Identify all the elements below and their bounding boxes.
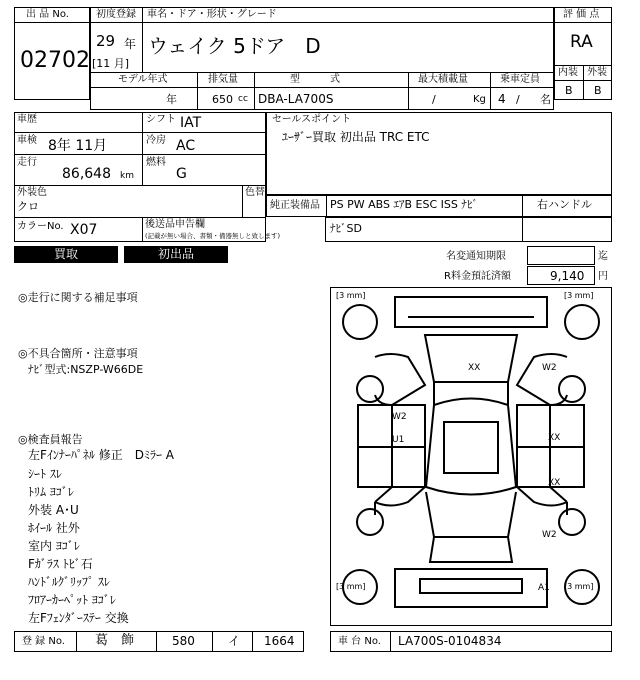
exterior-label: 外装 [587,67,607,78]
type-label: 型 式 [290,74,340,85]
mark-right-lower: XX [548,478,561,488]
tread-bottom-left: [3 mm] [336,582,366,591]
tread-top-right: [3 mm] [564,291,594,300]
name-label: 車名・ドア・形状・グレード [147,9,277,20]
mark-roof: XX [468,363,481,373]
lot-label: 出 品 No. [26,9,69,20]
car-name: ウェイク 5ドア D [148,34,321,58]
ext-color-label: 外装色 [17,187,47,198]
defect-notes-title: ◎不具合箇所・注意事項 [18,347,138,360]
cooler-label: 冷房 [146,135,166,146]
tag-first-listing: 初出品 [124,246,228,263]
inspector-line: ﾊﾝﾄﾞﾙｸﾞﾘｯﾌﾟ ｽﾚ [28,575,110,589]
sales-value: ﾕｰｻﾞｰ買取 初出品 TRC ETC [282,130,430,144]
docs-note: (記載が無い場合、書類・備器無しと致します) [145,232,281,240]
history-label: 車歴 [17,114,37,125]
model-year-unit: 年 [166,93,177,106]
docs-value: ﾅﾋﾞSD [330,222,362,235]
handle-value: 右ハンドル [537,198,592,211]
reg-kana: イ [228,634,241,648]
type-value: DBA-LA700S [258,92,334,106]
reg-number: 1664 [264,634,295,648]
mileage-label: 走行 [17,157,37,168]
max-load-sep: / [432,93,436,106]
displacement-label: 排気量 [208,74,238,85]
inspector-title: ◎検査員報告 [18,433,83,446]
max-load-label: 最大積載量 [418,74,468,85]
model-year-label: モデル年式 [118,74,168,85]
inspection-label: 車検 [17,135,37,146]
reg-class: 580 [172,634,195,648]
rating-value: RA [570,32,593,52]
repaint-label: 色替 [245,187,265,198]
color-no-value: X07 [70,222,98,238]
car-damage-diagram [330,287,612,627]
displacement-unit: cc [238,94,248,104]
lot-number: 02702 [20,48,90,73]
fuel-label: 燃料 [146,157,166,168]
mileage-value: 86,648 [62,166,111,182]
shift-value: IAT [180,115,202,131]
fuel-value: G [176,166,187,182]
recycle-value: 9,140 [550,269,585,283]
mark-right-upper: XX [548,433,561,443]
first-reg-year-unit: 年 [124,37,137,51]
tread-bottom-right: [3 mm] [564,582,594,591]
docs-label: 後送品申告欄 [145,219,205,230]
ext-color-value: クロ [17,200,39,213]
inspector-line: Fｶﾞﾗｽ ﾄﾋﾞ石 [28,557,93,571]
first-reg-label: 初度登録 [96,9,136,20]
inspector-line: ﾎｲｰﾙ 社外 [28,521,80,535]
tag-purchase: 買取 [14,246,118,263]
run-notes-title: ◎走行に関する補足事項 [18,291,138,304]
sales-label: セールスポイント [272,114,352,125]
mark-rear-right: W2 [542,530,557,540]
rating-label: 評 価 点 [563,9,600,20]
tread-top-left: [3 mm] [336,291,366,300]
inspector-line: ﾄﾘﾑ ﾖｺﾞﾚ [28,485,74,499]
inspector-line: 左Fﾌｪﾝﾀﾞｰｽﾃｰ 交換 [28,611,129,625]
chassis-value: LA700S-0104834 [398,634,502,648]
equip-value: PS PW ABS ｴｱB ESC ISS ﾅﾋﾞ [330,198,478,211]
inspector-line: 室内 ﾖｺﾞﾚ [28,539,80,553]
capacity-sep: / [516,93,520,106]
shift-label: シフト [146,114,176,125]
inspector-line: 左Fｲﾝﾅｰﾊﾟﾈﾙ 修正 Dﾐﾗｰ A [28,448,174,462]
mark-front-right: W2 [542,363,557,373]
reg-area: 葛 飾 [95,633,135,648]
notify-value-box [527,246,595,265]
capacity-unit: 名 [540,93,551,106]
notify-label: 名変通知期限 [446,251,506,262]
capacity-label: 乗車定員 [500,74,540,85]
notify-unit: 迄 [598,251,608,262]
equip-label: 純正装備品 [270,200,320,211]
mark-left-upper-w: W2 [392,412,407,422]
recycle-unit: 円 [598,271,608,282]
defect-notes-line: ﾅﾋﾞ型式:NSZP-W66DE [28,363,144,376]
first-reg-year: 29 [96,32,116,50]
mileage-unit: km [120,171,134,181]
max-load-unit: Kg [473,94,486,105]
chassis-label: 車 台 No. [338,636,381,647]
mark-left-upper-u: U1 [392,435,405,445]
inspector-line: 外装 A･U [28,503,79,517]
interior-grade: B [565,84,573,97]
recycle-label: R料金預託済額 [444,271,511,282]
capacity-value: 4 [498,92,506,106]
inspection-value: 8年 11月 [48,138,108,154]
exterior-grade: B [594,84,602,97]
inspector-line: ｼｰﾄ ｽﾚ [28,467,62,481]
interior-label: 内装 [558,67,578,78]
docs-value-box [325,217,612,242]
mark-rear-bumper: A1 [538,583,550,593]
cooler-value: AC [176,138,196,154]
first-reg-month: [11 月] [92,57,130,70]
displacement-value: 650 [212,93,233,106]
inspector-line: ﾌﾛｱｰｶｰﾍﾟｯﾄ ﾖｺﾞﾚ [28,593,116,607]
color-no-label: カラーNo. [17,221,64,232]
reg-label: 登 録 No. [22,636,65,647]
